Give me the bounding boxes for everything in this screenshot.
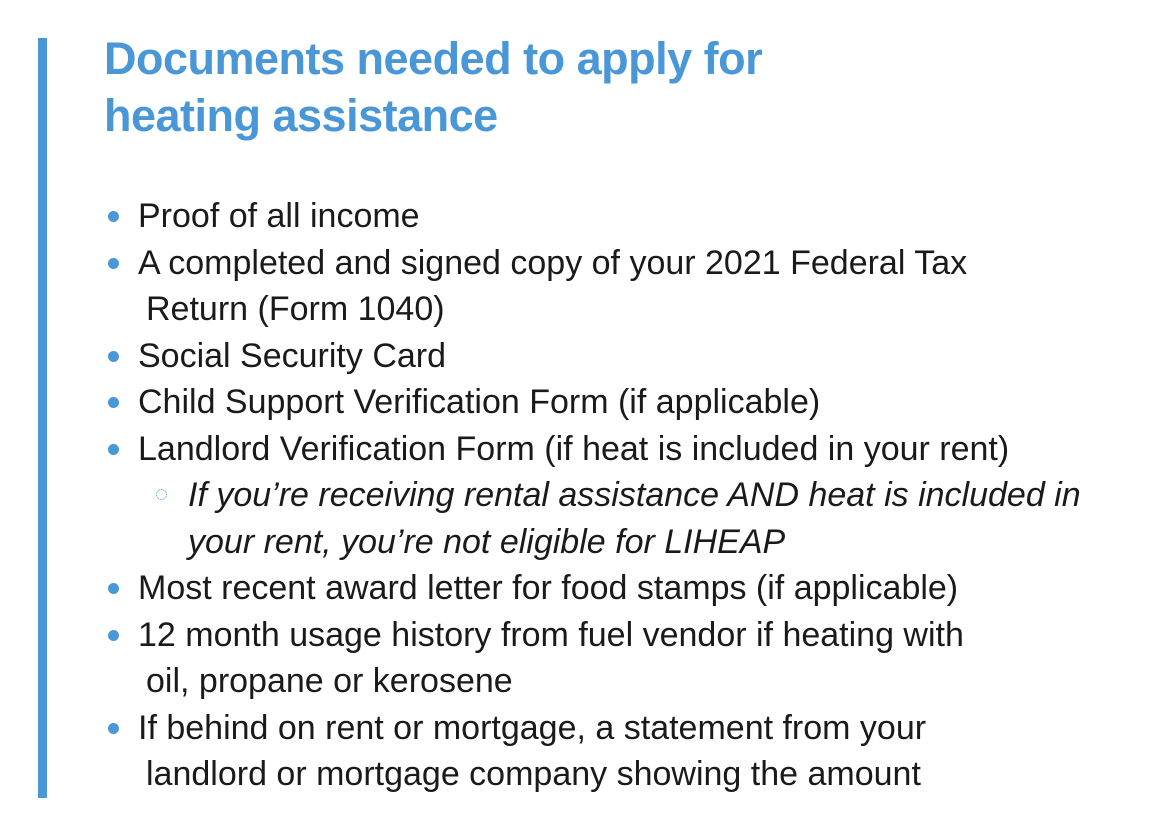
bullet-icon <box>108 723 119 734</box>
list-item-text: Social Security Card <box>138 336 447 375</box>
list-item-text: 12 month usage history from fuel vendor if heating with <box>138 615 964 654</box>
bullet-icon <box>108 583 119 594</box>
bullet-icon <box>108 444 119 455</box>
bullet-icon <box>108 397 119 408</box>
list-item-text: Landlord Verification Form (if heat is included in your rent) <box>138 429 1010 468</box>
list-item-text: Most recent award letter for food stamps (if applicable) <box>138 569 959 607</box>
list-item-text-continued: landlord or mortgage company showing the amount <box>146 755 921 793</box>
list-item-text-continued: oil, propane or kerosene <box>146 662 513 700</box>
list-item-proof-of-income <box>104 193 1144 240</box>
list-item-fuel-usage-history <box>104 612 1144 705</box>
list-item-food-stamps-letter <box>104 565 1144 612</box>
list-item-child-support-form <box>104 379 1144 426</box>
list-item-tax-return <box>104 240 1144 333</box>
list-item-social-security-card <box>104 333 1144 380</box>
list-item-text: Child Support Verification Form (if applicable) <box>138 383 821 421</box>
title-line-1: Documents needed to apply for <box>104 33 763 84</box>
title-line-2: heating assistance <box>104 90 498 141</box>
bullet-icon <box>108 258 119 269</box>
accent-bar <box>38 38 47 798</box>
list-item-text: Proof of all income <box>138 197 420 235</box>
list-item-rent-mortgage-statement <box>104 705 1144 798</box>
list-item-text: A completed and signed copy of your 2021 Federal Tax <box>138 243 968 282</box>
sub-item-text-continued: your rent, you’re not eligible for LIHEAP <box>188 522 786 561</box>
hollow-bullet-icon <box>156 489 167 500</box>
list-item-text: If behind on rent or mortgage, a statement from your <box>138 708 927 747</box>
sub-item-text: If you’re receiving rental assistance AND heat is included in <box>188 476 1081 514</box>
page-title <box>104 30 1064 144</box>
bullet-icon <box>108 211 119 222</box>
list-item-text-continued: Return (Form 1040) <box>146 290 445 328</box>
bullet-icon <box>108 351 119 362</box>
documents-list <box>104 193 1144 798</box>
bullet-icon <box>108 630 119 641</box>
list-item-landlord-verification-form <box>104 426 1144 473</box>
sub-item-liheap-note <box>104 472 1144 565</box>
